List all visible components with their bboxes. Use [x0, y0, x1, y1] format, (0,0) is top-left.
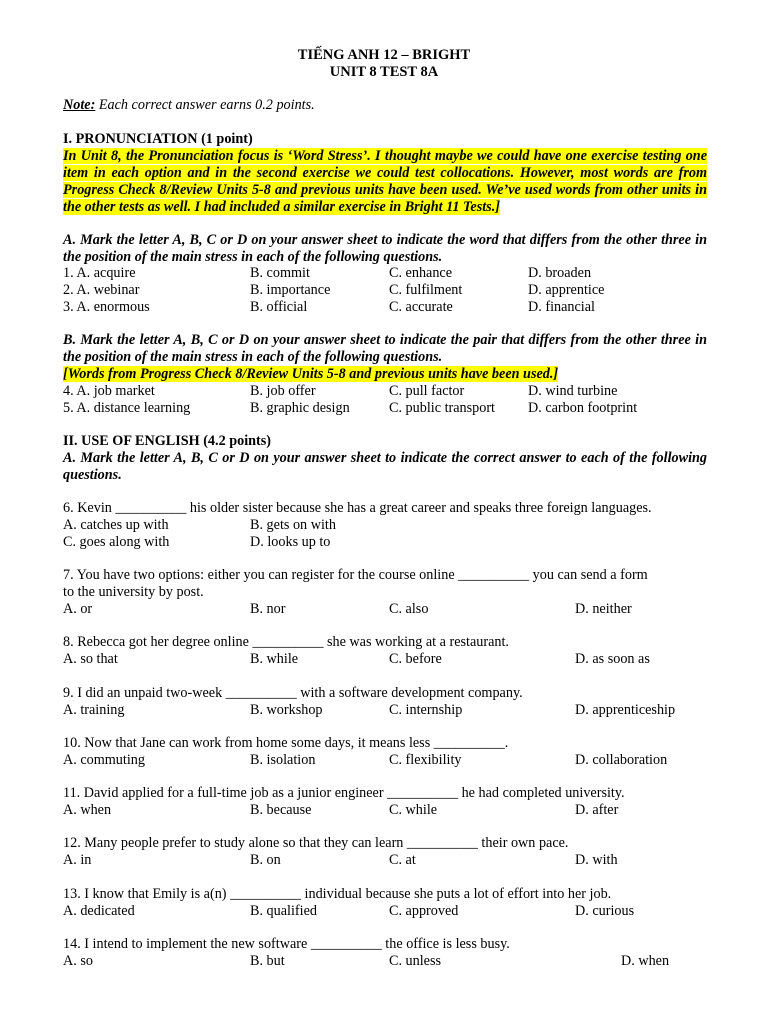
option-a: A. dedicated — [63, 903, 135, 919]
note-line — [63, 97, 707, 114]
partB-highlight-text: [Words from Progress Check 8/Review Units 5-8 and previous units have been used.] — [63, 366, 559, 382]
option-b: B. isolation — [250, 752, 316, 768]
option-d: D. after — [575, 802, 619, 818]
option-c: C. pull factor — [389, 383, 465, 399]
option-b: B. workshop — [250, 702, 323, 718]
option-d: D. when — [621, 953, 670, 969]
option-a: 4. A. job market — [63, 383, 155, 399]
option-b: B. official — [250, 299, 308, 315]
option-c: C. before — [389, 651, 442, 667]
option-b: B. while — [250, 651, 299, 667]
question-stem: 12. Many people prefer to study alone so that they can learn __________ their own pace. — [63, 835, 569, 851]
option-c: C. enhance — [389, 265, 453, 281]
section2-partA-instruction: A. Mark the letter A, B, C or D on your answer sheet to indicate the correct answer to each of the following questions. — [63, 450, 707, 483]
option-b: B. qualified — [250, 903, 317, 919]
option-a: 3. A. enormous — [63, 299, 150, 315]
option-d: D. looks up to — [250, 534, 331, 550]
question-stem: 9. I did an unpaid two-week __________ with a software development company. — [63, 685, 523, 701]
option-d: D. broaden — [528, 265, 592, 281]
option-c: C. goes along with — [63, 534, 170, 550]
option-c: C. fulfilment — [389, 282, 463, 298]
option-b: B. gets on with — [250, 517, 336, 533]
option-b: B. job offer — [250, 383, 316, 399]
option-b: B. nor — [250, 601, 286, 617]
option-b: B. commit — [250, 265, 310, 281]
question-stem: 11. David applied for a full-time job as a junior engineer __________ he had completed university. — [63, 785, 625, 801]
option-a: A. so that — [63, 651, 118, 667]
option-c: C. also — [389, 601, 429, 617]
section1-partB-highlight — [63, 366, 707, 383]
option-a: A. so — [63, 953, 93, 969]
question-stem: 14. I intend to implement the new software __________ the office is less busy. — [63, 936, 510, 952]
option-c: C. while — [389, 802, 438, 818]
option-c: C. internship — [389, 702, 463, 718]
option-d: D. carbon footprint — [528, 400, 638, 416]
section1-partB-instruction: B. Mark the letter A, B, C or D on your answer sheet to indicate the pair that differs from the other three in the position of the main stress in each of the following questions. — [63, 332, 707, 365]
option-a: 5. A. distance learning — [63, 400, 191, 416]
option-b: B. graphic design — [250, 400, 350, 416]
option-d: D. apprentice — [528, 282, 605, 298]
option-a: 1. A. acquire — [63, 265, 136, 281]
option-b: B. but — [250, 953, 285, 969]
option-c: C. flexibility — [389, 752, 462, 768]
option-a: A. in — [63, 852, 92, 868]
option-a: A. when — [63, 802, 112, 818]
option-b: B. because — [250, 802, 312, 818]
option-b: B. on — [250, 852, 281, 868]
section2-heading: II. USE OF ENGLISH (4.2 points) — [63, 433, 271, 449]
option-c: C. at — [389, 852, 416, 868]
section1-highlight-note — [63, 148, 707, 216]
option-d: D. wind turbine — [528, 383, 618, 399]
option-a: 2. A. webinar — [63, 282, 140, 298]
option-d: D. curious — [575, 903, 635, 919]
question-stem: 13. I know that Emily is a(n) __________ individual because she puts a lot of effort into her job. — [63, 886, 612, 902]
highlight-note-text: In Unit 8, the Pronunciation focus is ‘Word Stress’. I thought maybe we could have one exercise testing one item in each option and in the second exercise we could test collocations. However, most words are from Progress Check 8/Review Units 5-8 and previous units have been used. We’ve used words from other units in the other tests as well. I had included a similar exercise in Bright 11 Tests.] — [63, 148, 707, 215]
option-a: A. catches up with — [63, 517, 169, 533]
option-a: A. commuting — [63, 752, 145, 768]
option-a: A. training — [63, 702, 125, 718]
option-d: D. as soon as — [575, 651, 650, 667]
question-stem-line-2: to the university by post. — [63, 584, 204, 600]
option-c: C. approved — [389, 903, 459, 919]
question-stem: 8. Rebecca got her degree online __________ she was working at a restaurant. — [63, 634, 509, 650]
option-c: C. public transport — [389, 400, 495, 416]
title-line-2: UNIT 8 TEST 8A — [329, 64, 439, 80]
option-c: C. unless — [389, 953, 442, 969]
option-d: D. neither — [575, 601, 632, 617]
question-stem: 6. Kevin __________ his older sister because she has a great career and speaks three foreign languages. — [63, 500, 652, 516]
question-stem-line-1: 7. You have two options: either you can register for the course online __________ you can send a form — [63, 567, 648, 583]
option-d: D. collaboration — [575, 752, 668, 768]
option-d: D. with — [575, 852, 618, 868]
option-b: B. importance — [250, 282, 331, 298]
question-stem: 10. Now that Jane can work from home some days, it means less __________. — [63, 735, 509, 751]
note-label: Note: — [63, 97, 96, 113]
option-a: A. or — [63, 601, 93, 617]
option-d: D. financial — [528, 299, 595, 315]
option-d: D. apprenticeship — [575, 702, 676, 718]
note-text: Each correct answer earns 0.2 points. — [95, 97, 315, 113]
title-line-1: TIẾNG ANH 12 – BRIGHT — [297, 47, 471, 63]
option-c: C. accurate — [389, 299, 453, 315]
section1-partA-instruction: A. Mark the letter A, B, C or D on your answer sheet to indicate the word that differs from the other three in the position of the main stress in each of the following questions. — [63, 232, 707, 265]
section1-heading: I. PRONUNCIATION (1 point) — [63, 131, 253, 147]
